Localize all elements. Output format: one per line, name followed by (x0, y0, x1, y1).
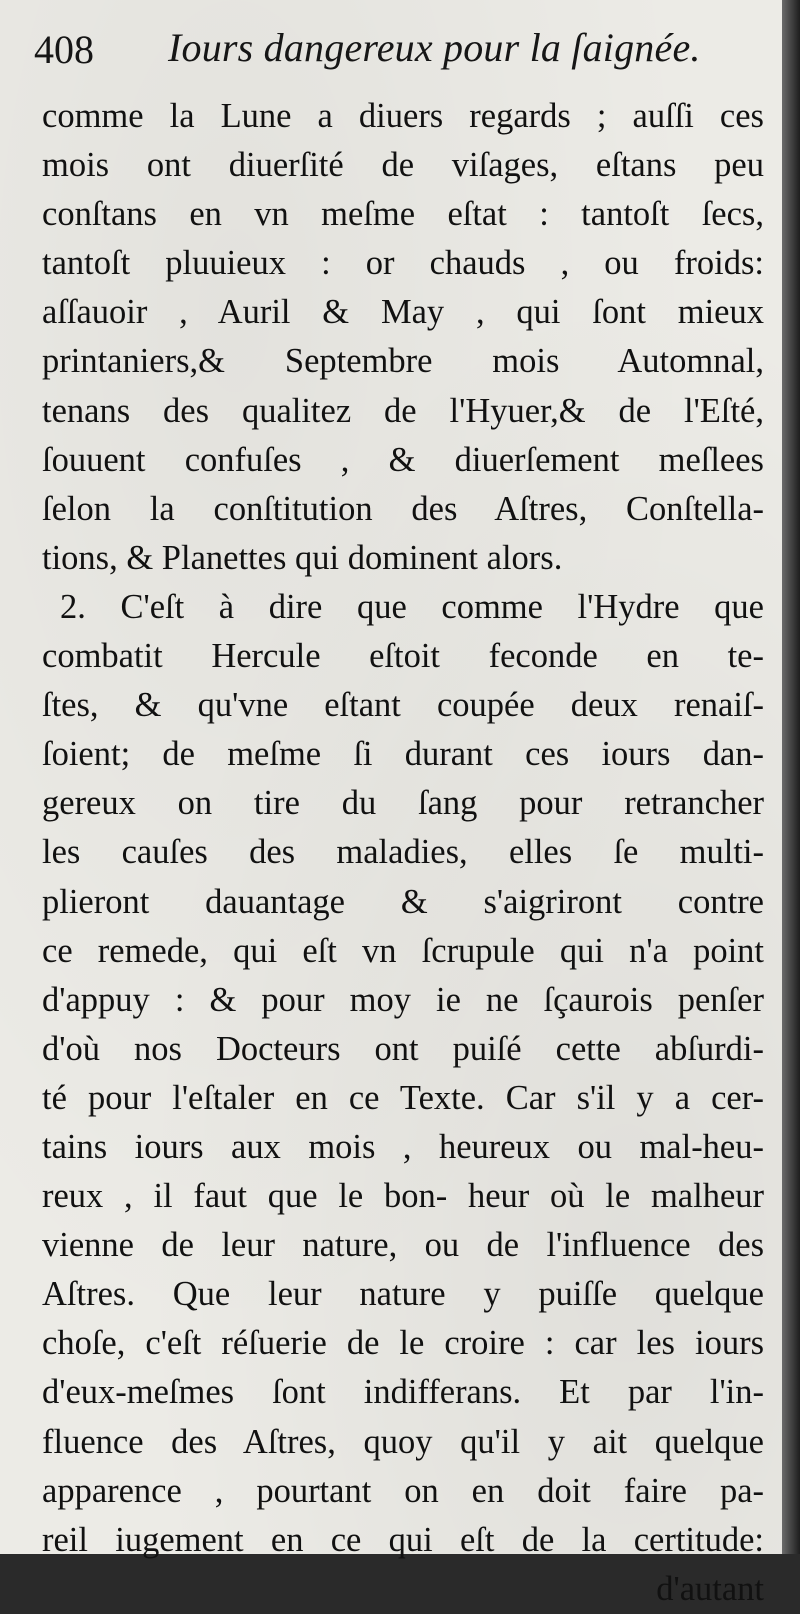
paragraph-start-line: 2. C'eſt à dire que comme l'Hydre que (60, 587, 764, 626)
text-line: tantoſt pluuieux : or chauds , ou froids: (42, 244, 764, 283)
text-line: reux , il faut que le bon- heur où le malheur (42, 1177, 764, 1216)
text-line: les cauſes des maladies, elles ſe multi- (42, 833, 764, 872)
text-line: tains iours aux mois , heureux ou mal-heu- (42, 1127, 764, 1166)
text-line: d'appuy : & pour moy ie ne ſçaurois penſer (42, 980, 764, 1019)
text-line: reil iugement en ce qui eſt de la certitude: (42, 1520, 764, 1559)
text-line: aſſauoir , Auril & May , qui ſont mieux (42, 293, 764, 332)
text-line: printaniers,& Septembre mois Automnal, (42, 342, 764, 381)
text-line: choſe, c'eſt réſuerie de le croire : car les iours (42, 1324, 764, 1363)
text-line: ſelon la conſtitution des Aſtres, Conſtella- (42, 489, 764, 528)
body-text (42, 92, 764, 1614)
text-line: comme la Lune a diuers regards ; auſſi ces (42, 97, 764, 135)
text-line: gereux on tire du ſang pour retrancher (42, 784, 764, 823)
text-line: d'où nos Docteurs ont puiſé cette abſurdi- (42, 1029, 764, 1068)
text-line: plieront dauantage & s'aigriront contre (42, 882, 764, 921)
text-line: Aſtres. Que leur nature y puiſſe quelque (42, 1275, 764, 1314)
text-line: fluence des Aſtres, quoy qu'il y ait quelque (42, 1422, 764, 1461)
text-line: ſouuent confuſes , & diuerſement meſlees (42, 440, 764, 479)
page-edge-shadow (782, 0, 800, 1554)
catchword: d'autant (656, 1569, 764, 1608)
text-line: ſoient; de meſme ſi durant ces iours dan- (42, 735, 764, 774)
text-line: tions, & Planettes qui dominent alors. (42, 538, 563, 577)
page-header (34, 18, 754, 80)
text-line: ſtes, & qu'vne eſtant coupée deux renaiſ- (42, 686, 764, 725)
page-number: 408 (34, 27, 94, 72)
text-line: vienne de leur nature, ou de l'influence des (42, 1226, 764, 1265)
text-line: mois ont diuerſité de viſages, eſtans peu (42, 146, 764, 185)
text-line: tenans des qualitez de l'Hyuer,& de l'Eſté, (42, 391, 764, 430)
text-line: apparence , pourtant on en doit faire pa- (42, 1471, 764, 1510)
text-line: combatit Hercule eſtoit feconde en te- (42, 637, 764, 676)
text-line: d'eux-meſmes ſont indifferans. Et par l'in- (42, 1373, 764, 1412)
text-line: ce remede, qui eſt vn ſcrupule qui n'a point (42, 931, 764, 970)
running-title: Iours dangereux pour la ſaignée. (168, 25, 701, 70)
text-line: té pour l'eſtaler en ce Texte. Car s'il y a cer- (42, 1078, 764, 1117)
text-line: conſtans en vn meſme eſtat : tantoſt ſecs, (42, 195, 764, 234)
